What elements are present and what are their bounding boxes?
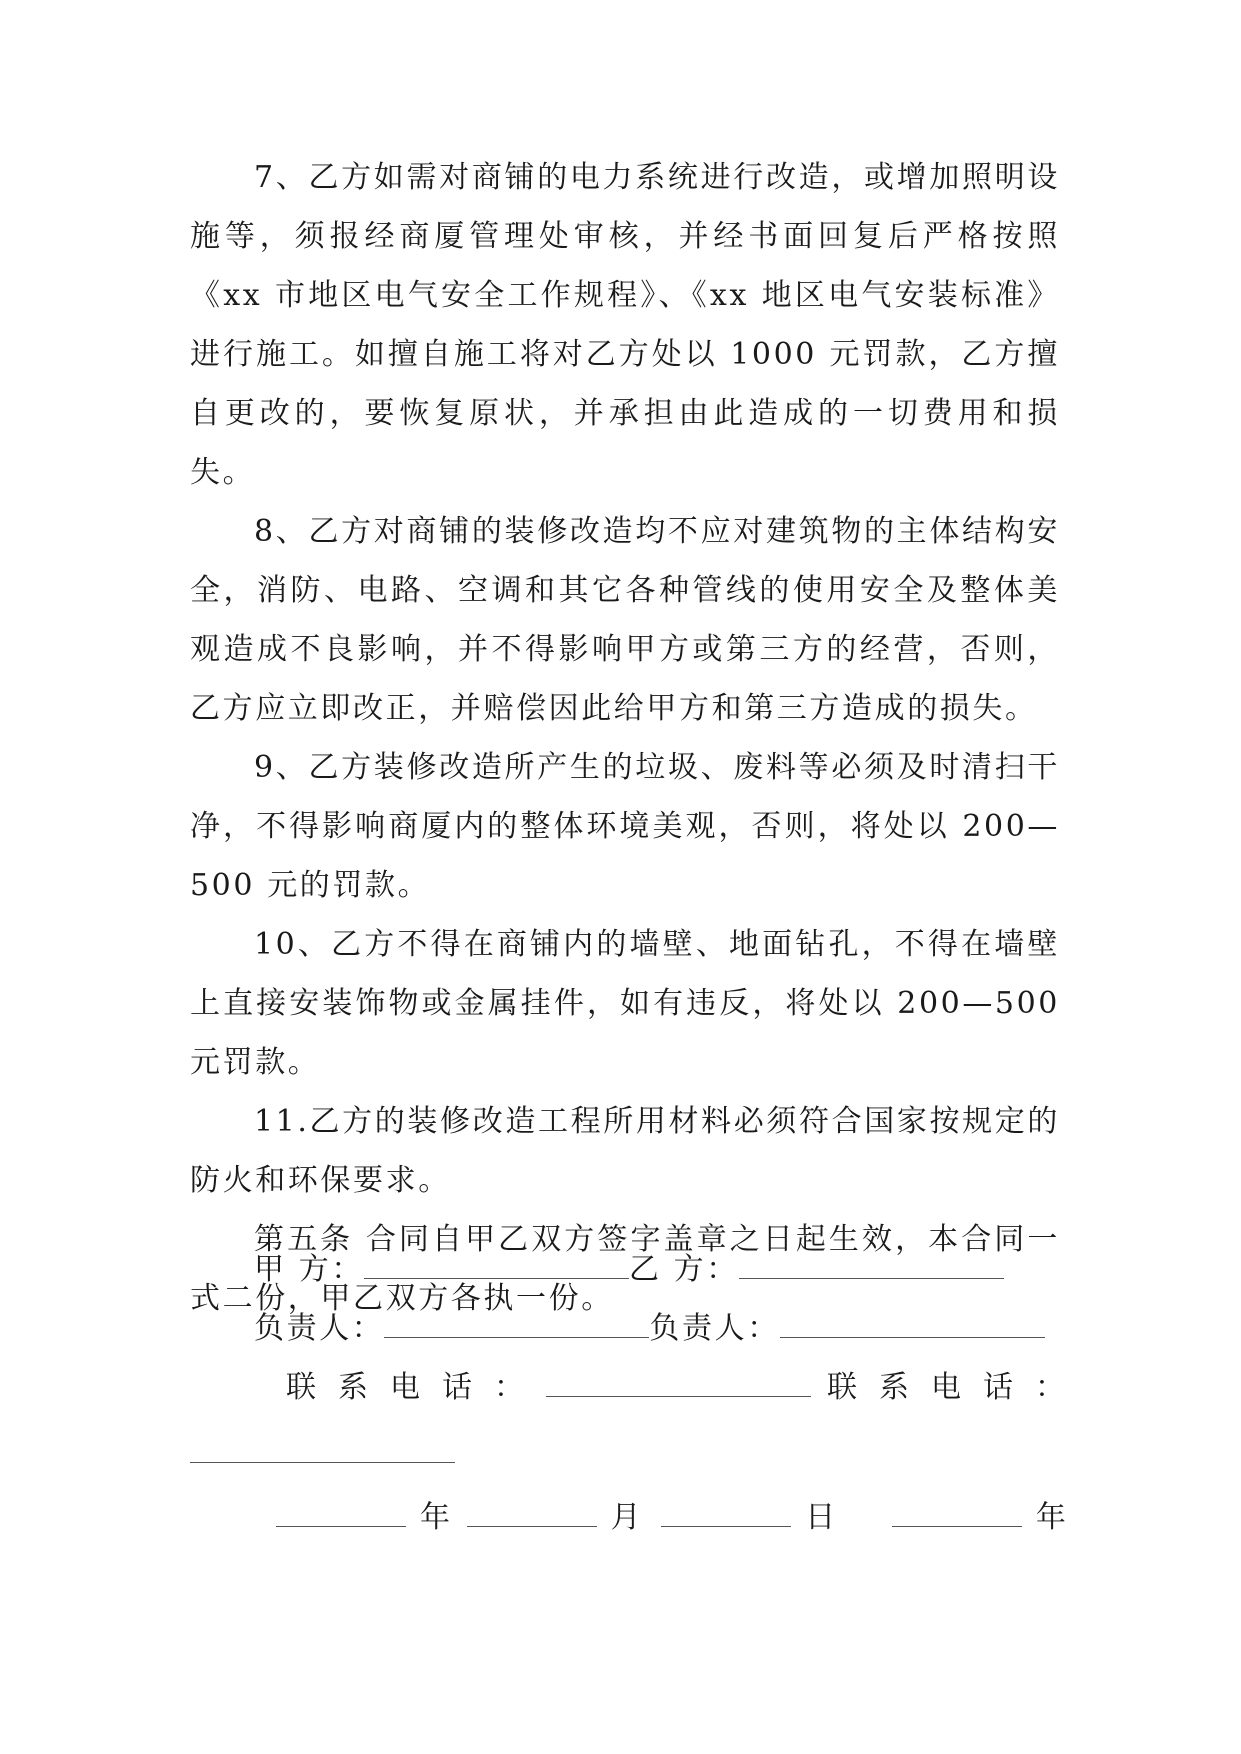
- clause-7: 7、乙方如需对商铺的电力系统进行改造，或增加照明设施等，须报经商厦管理处审核，并经书面回复后严格按照《xx 市地区电气安全工作规程》、《xx 地区电气安装标准》进行施工。如擅自施工将对乙方处以 1000 元罚款，乙方擅自更改的，要恢复原状，并承担由此造成的一切费用和损失。: [190, 160, 1060, 490]
- phone-line: [286, 1368, 1087, 1408]
- document-body: [190, 148, 1060, 1328]
- party-line: [254, 1250, 1004, 1290]
- phone-a-label: 联系电话：: [286, 1370, 546, 1405]
- manager-b-blank[interactable]: [780, 1309, 1045, 1338]
- phone-a-blank[interactable]: [546, 1368, 811, 1397]
- party-b-label: 乙 方：: [628, 1252, 739, 1287]
- year2-blank[interactable]: [892, 1498, 1022, 1527]
- clause-10: 10、乙方不得在商铺内的墙壁、地面钻孔，不得在墙壁上直接安装饰物或金属挂件，如有违反，将处以 200—500 元罚款。: [190, 927, 1060, 1080]
- party-a-blank[interactable]: [364, 1250, 629, 1279]
- month-blank[interactable]: [467, 1498, 597, 1527]
- clause-11: 11.乙方的装修改造工程所用材料必须符合国家按规定的防火和环保要求。: [190, 1104, 1060, 1198]
- phone-b-label: 联系电话：: [827, 1370, 1087, 1405]
- party-b-blank[interactable]: [739, 1250, 1004, 1279]
- manager-line: [254, 1309, 1045, 1349]
- year-blank[interactable]: [276, 1498, 406, 1527]
- manager-b-label: 负责人：: [649, 1311, 780, 1346]
- day-blank[interactable]: [661, 1498, 791, 1527]
- date-line: [276, 1498, 1068, 1538]
- article-5: 第五条 合同自甲乙双方签字盖章之日起生效，本合同一式二份，甲乙双方各执一份。: [190, 1222, 1060, 1316]
- clause-8: 8、乙方对商铺的装修改造均不应对建筑物的主体结构安全，消防、电路、空调和其它各种管线的使用安全及整体美观造成不良影响，并不得影响甲方或第三方的经营，否则，乙方应立即改正，并赔偿因此给甲方和第三方造成的损失。: [190, 514, 1060, 726]
- clause-9: 9、乙方装修改造所产生的垃圾、废料等必须及时清扫干净，不得影响商厦内的整体环境美观，否则，将处以 200—500 元的罚款。: [190, 750, 1060, 903]
- manager-a-blank[interactable]: [384, 1309, 649, 1338]
- day-label: 日: [805, 1500, 838, 1535]
- manager-a-label: 负责人：: [254, 1311, 385, 1346]
- year-label: 年: [420, 1500, 453, 1535]
- phone-b-blank[interactable]: [190, 1434, 455, 1463]
- year2-label: 年: [1035, 1500, 1069, 1535]
- month-label: 月: [610, 1500, 644, 1535]
- party-a-label: 甲 方：: [254, 1252, 364, 1287]
